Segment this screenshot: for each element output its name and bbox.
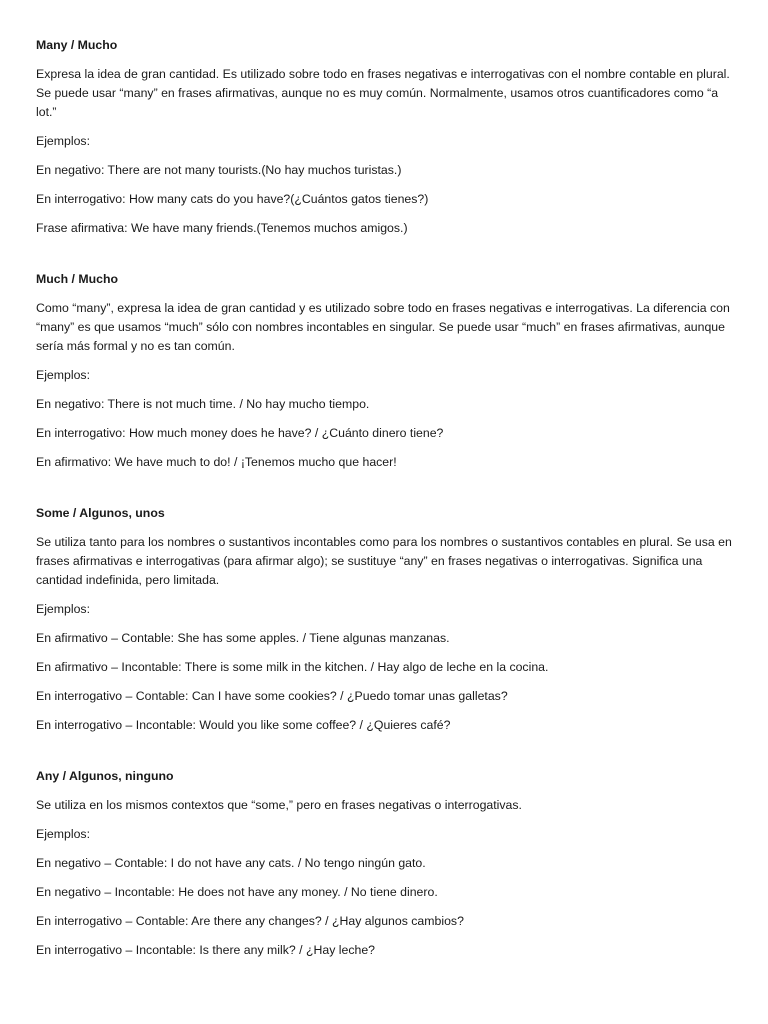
example-line: En negativo: There are not many tourists.(No hay muchos turistas.) — [36, 163, 402, 177]
example-line: En negativo: There is not much time. / No hay mucho tiempo. — [36, 397, 370, 411]
example-line: En afirmativo – Incontable: There is some milk in the kitchen. / Hay algo de leche en la cocina. — [36, 660, 549, 674]
section-much — [36, 270, 732, 472]
section-many — [36, 36, 732, 238]
example-line: En negativo – Contable: I do not have any cats. / No tengo ningún gato. — [36, 856, 426, 870]
section-heading: Many / Mucho — [36, 38, 118, 52]
example-line: En interrogativo – Incontable: Is there any milk? / ¿Hay leche? — [36, 943, 376, 957]
example-line: En interrogativo – Contable: Are there any changes? / ¿Hay algunos cambios? — [36, 914, 464, 928]
section-some — [36, 504, 732, 735]
example-line: En interrogativo – Incontable: Would you like some coffee? / ¿Quieres café? — [36, 718, 451, 732]
example-line: En negativo – Incontable: He does not have any money. / No tiene dinero. — [36, 885, 438, 899]
example-line: En interrogativo – Contable: Can I have some cookies? / ¿Puedo tomar unas galletas? — [36, 689, 508, 703]
section-any — [36, 767, 732, 960]
section-heading: Much / Mucho — [36, 272, 118, 286]
section-heading: Any / Algunos, ninguno — [36, 769, 174, 783]
section-heading: Some / Algunos, unos — [36, 506, 165, 520]
example-line: En interrogativo: How many cats do you have?(¿Cuántos gatos tienes?) — [36, 192, 429, 206]
examples-label: Ejemplos: — [36, 602, 90, 616]
examples-label: Ejemplos: — [36, 827, 90, 841]
example-line: En interrogativo: How much money does he have? / ¿Cuánto dinero tiene? — [36, 426, 444, 440]
examples-label: Ejemplos: — [36, 134, 90, 148]
section-description: Expresa la idea de gran cantidad. Es utilizado sobre todo en frases negativas e interrogativas con el nombre contable en plural. Se puede usar “many” en frases afirmativas, aunque no es muy común. Normalmente, usamos otros cuantificadores como “a lot.” — [36, 67, 730, 119]
section-description: Como “many”, expresa la idea de gran cantidad y es utilizado sobre todo en frases negativas e interrogativas. La diferencia con “many” es que usamos “much” sólo con nombres incontables en singular. Se puede usar “much” en frases afirmativas, aunque sería más formal y no es tan común. — [36, 301, 730, 353]
example-line: Frase afirmativa: We have many friends.(Tenemos muchos amigos.) — [36, 221, 408, 235]
section-description: Se utiliza tanto para los nombres o sustantivos incontables como para los nombres o sustantivos contables en plural. Se usa en frases afirmativas e interrogativas (para afirmar algo); se sustituye “any” en frases negativas o interrogativas. Significa una cantidad indefinida, pero limitada. — [36, 535, 732, 587]
example-line: En afirmativo – Contable: She has some apples. / Tiene algunas manzanas. — [36, 631, 450, 645]
examples-label: Ejemplos: — [36, 368, 90, 382]
example-line: En afirmativo: We have much to do! / ¡Tenemos mucho que hacer! — [36, 455, 397, 469]
section-description: Se utiliza en los mismos contextos que “some,” pero en frases negativas o interrogativas. — [36, 798, 522, 812]
